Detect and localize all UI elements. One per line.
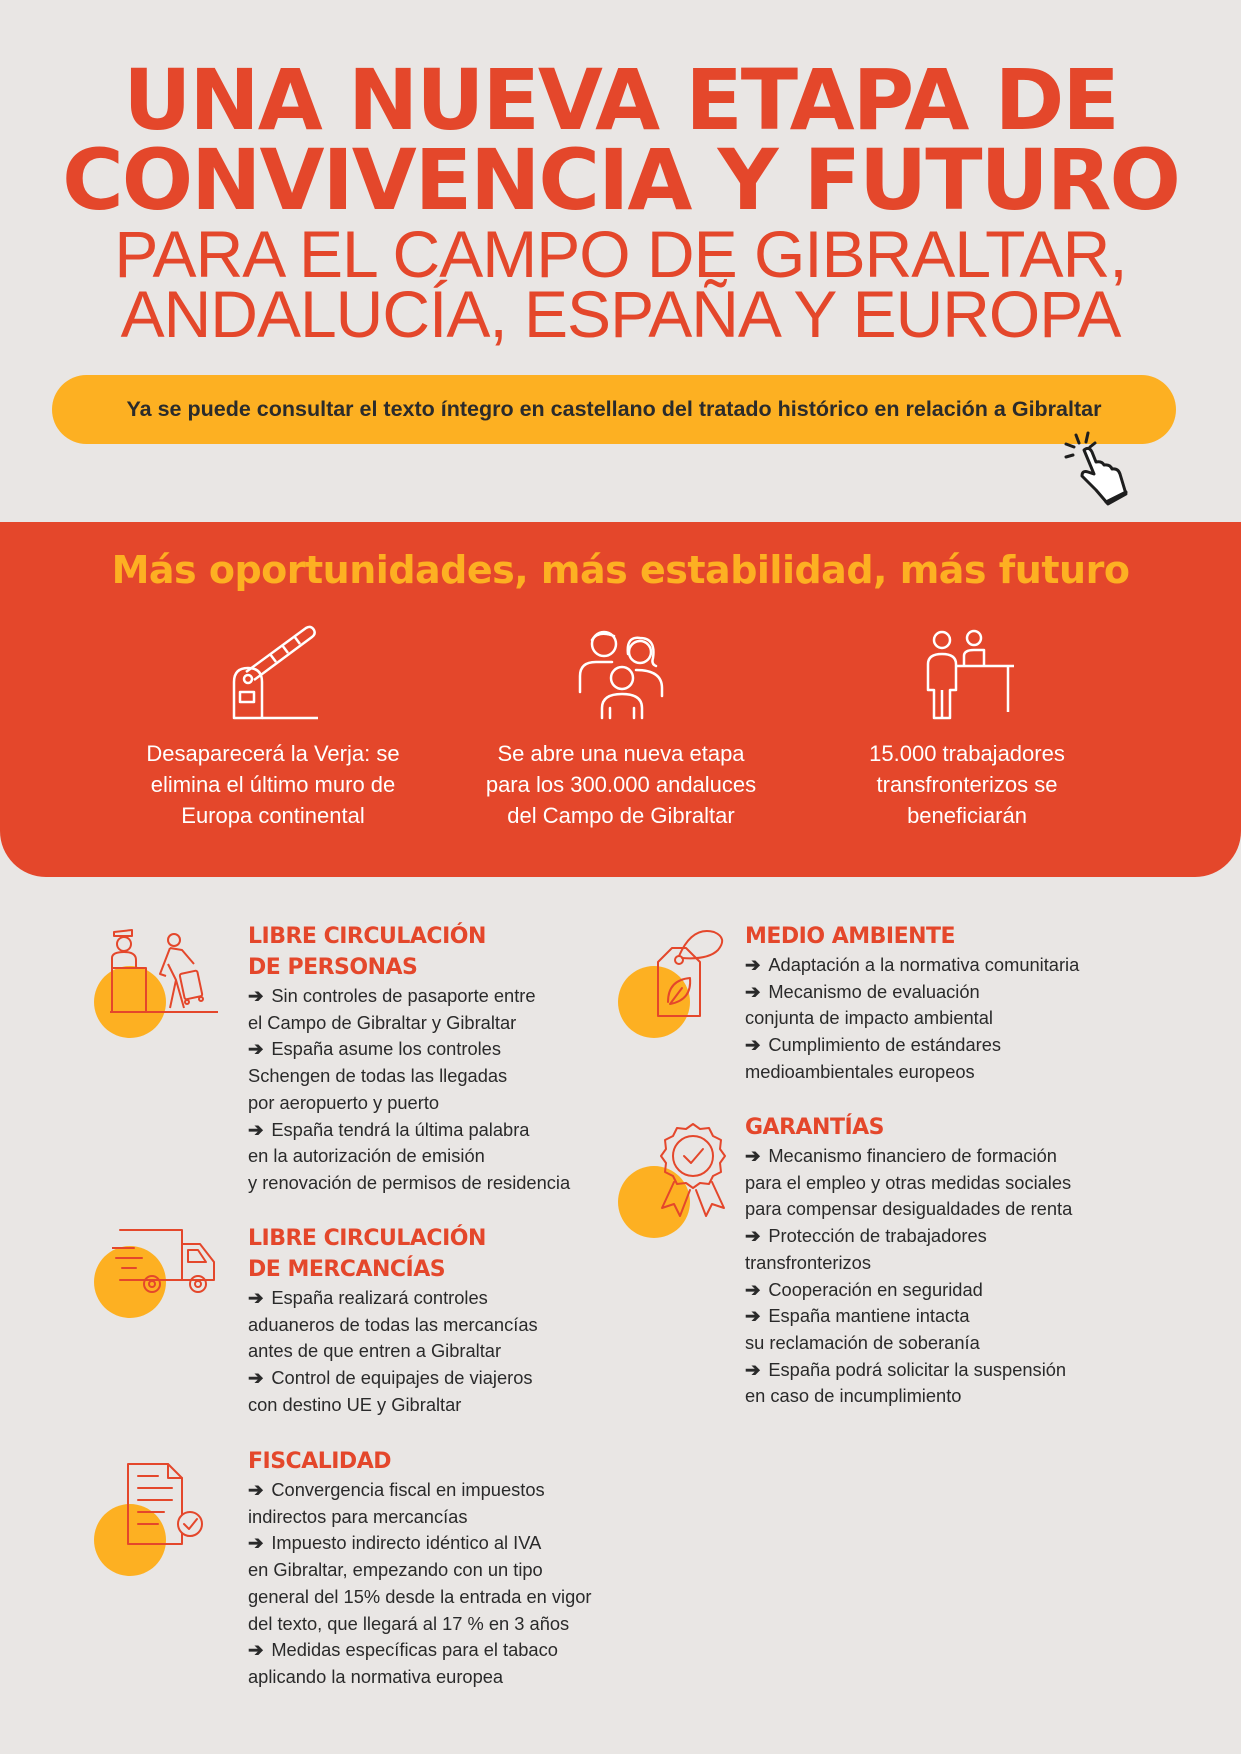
arrow-right-icon: ➔: [248, 1367, 264, 1389]
section-taxation-list: [248, 1477, 592, 1691]
section-guarantees-title: GARANTÍAS: [745, 1115, 885, 1140]
arrow-right-icon: ➔: [248, 1532, 264, 1554]
list-item: [248, 1090, 570, 1117]
list-item-text: Impuesto indirecto idéntico al IVA: [271, 1532, 542, 1554]
list-item: [248, 1504, 592, 1531]
arrow-right-icon: ➔: [745, 1145, 761, 1166]
section-people-list: [248, 983, 570, 1197]
feature-cross-border-workers: [807, 622, 1127, 831]
list-item: [745, 1357, 1072, 1384]
list-item-text: para el empleo y otras medidas sociales: [745, 1171, 1072, 1193]
feature-2-line-1: Se abre una nueva etapa: [497, 741, 745, 766]
headline-line-2: CONVIVENCIA Y FUTURO: [62, 131, 1179, 229]
list-item-text: y renovación de permisos de residencia: [248, 1171, 571, 1193]
section-taxation-title: FISCALIDAD: [248, 1449, 391, 1474]
barrier-gate-icon: [218, 622, 328, 722]
section-guarantees-list: [745, 1143, 1072, 1410]
list-item-text: del texto, que llegará al 17 % en 3 años: [248, 1612, 570, 1634]
section-environment-title: MEDIO AMBIENTE: [745, 924, 956, 949]
list-item: [248, 1285, 538, 1312]
list-item: [248, 1036, 570, 1063]
list-item-text: su reclamación de soberanía: [745, 1331, 980, 1353]
list-item: [745, 1032, 1079, 1059]
arrow-right-icon: ➔: [248, 1038, 264, 1060]
list-item-text: Cumplimiento de estándares: [768, 1034, 1002, 1056]
section-goods-list: [248, 1285, 538, 1419]
list-item: [745, 1223, 1072, 1250]
list-item: [745, 1005, 1079, 1032]
list-item: [248, 1477, 592, 1504]
arrow-right-icon: ➔: [248, 1118, 264, 1140]
feature-1-line-3: Europa continental: [181, 803, 365, 828]
list-item-text: general del 15% desde la entrada en vigor: [248, 1585, 592, 1607]
list-item-text: en Gibraltar, empezando con un tipo: [248, 1559, 543, 1581]
benefits-title: Más oportunidades, más estabilidad, más futuro: [111, 548, 1130, 592]
arrow-right-icon: ➔: [745, 954, 761, 975]
treaty-link-label: Ya se puede consultar el texto íntegro en castellano del tratado histórico en relación a Gibraltar: [126, 397, 1102, 421]
list-item-text: España podrá solicitar la suspensión: [768, 1358, 1067, 1380]
list-item-text: Convergencia fiscal en impuestos: [271, 1479, 545, 1500]
list-item: [745, 1383, 1072, 1410]
list-item: [745, 1277, 1072, 1304]
list-item-text: medioambientales europeos: [745, 1060, 975, 1082]
list-item-text: aplicando la normativa europea: [248, 1665, 504, 1687]
list-item: [745, 1330, 1072, 1357]
list-item: [745, 1196, 1072, 1223]
arrow-right-icon: ➔: [248, 985, 264, 1006]
family-icon: [566, 622, 676, 722]
list-item-text: transfronterizos: [745, 1251, 871, 1273]
list-item: [248, 1143, 570, 1170]
list-item: [248, 1338, 538, 1365]
section-people-title-2: DE PERSONAS: [248, 955, 418, 980]
list-item-text: para compensar desigualdades de renta: [745, 1198, 1073, 1220]
list-item-text: en caso de incumplimiento: [745, 1385, 962, 1407]
arrow-right-icon: ➔: [745, 1278, 761, 1300]
feature-border-wall: [113, 622, 433, 831]
arrow-right-icon: ➔: [745, 1358, 761, 1380]
treaty-text-link-button[interactable]: [52, 375, 1176, 444]
list-item-text: indirectos para mercancías: [248, 1505, 468, 1527]
list-item: [248, 1365, 538, 1392]
list-item-text: Schengen de todas las llegadas: [248, 1065, 508, 1087]
list-item-text: España realizará controles: [271, 1287, 488, 1308]
eco-tag-icon: [652, 926, 728, 1022]
list-item: [248, 1170, 570, 1197]
list-item: [248, 1637, 592, 1664]
list-item-text: Sin controles de pasaporte entre: [271, 985, 536, 1006]
arrow-right-icon: ➔: [745, 1305, 761, 1327]
list-item-text: el Campo de Gibraltar y Gibraltar: [248, 1011, 517, 1033]
list-item-text: aduaneros de todas las mercancías: [248, 1313, 538, 1335]
list-item-text: España tendrá la última palabra: [271, 1118, 530, 1140]
list-item: [248, 1584, 592, 1611]
list-item: [745, 952, 1079, 979]
feature-3-line-1: 15.000 trabajadores: [869, 741, 1065, 766]
list-item: [248, 1117, 570, 1144]
feature-2-line-2: para los 300.000 andaluces: [485, 772, 757, 797]
benefits-band: [0, 522, 1241, 877]
feature-new-stage: [461, 622, 781, 831]
arrow-right-icon: ➔: [248, 1479, 264, 1500]
arrow-right-icon: ➔: [745, 1225, 761, 1247]
list-item-text: Medidas específicas para el tabaco: [271, 1639, 558, 1661]
section-goods-title-1: LIBRE CIRCULACIÓN: [248, 1226, 486, 1251]
list-item: [745, 979, 1079, 1006]
subheadline-line-2: ANDALUCÍA, ESPAÑA Y EUROPA: [120, 277, 1121, 351]
certified-badge-icon: [650, 1120, 736, 1220]
list-item-text: Control de equipajes de viajeros: [271, 1367, 533, 1389]
list-item: [745, 1059, 1079, 1086]
list-item: [248, 1557, 592, 1584]
feature-3-line-2: transfronterizos se: [876, 772, 1058, 797]
arrow-right-icon: ➔: [745, 980, 761, 1002]
arrow-right-icon: ➔: [745, 1034, 761, 1056]
list-item-text: conjunta de impacto ambiental: [745, 1007, 993, 1029]
pointer-hand-icon: [1062, 428, 1142, 508]
list-item: [248, 1312, 538, 1339]
delivery-truck-icon: [112, 1228, 222, 1298]
feature-3-line-3: beneficiarán: [907, 803, 1027, 828]
workers-desk-icon: [912, 622, 1022, 722]
subheadline-line-1: PARA EL CAMPO DE GIBRALTAR,: [114, 217, 1127, 291]
page-header: [0, 51, 1241, 351]
list-item-text: por aeropuerto y puerto: [248, 1091, 440, 1113]
list-item-text: en la autorización de emisión: [248, 1145, 485, 1167]
section-goods-title-2: DE MERCANCÍAS: [248, 1257, 446, 1282]
section-people-title-1: LIBRE CIRCULACIÓN: [248, 924, 486, 949]
list-item: [745, 1143, 1072, 1170]
list-item: [248, 983, 570, 1010]
list-item: [248, 1392, 538, 1419]
arrow-right-icon: ➔: [248, 1639, 264, 1661]
list-item-text: antes de que entren a Gibraltar: [248, 1340, 502, 1362]
list-item: [745, 1170, 1072, 1197]
list-item: [248, 1063, 570, 1090]
feature-2-line-3: del Campo de Gibraltar: [507, 803, 735, 828]
arrow-right-icon: ➔: [248, 1287, 264, 1308]
feature-1-line-2: elimina el último muro de: [150, 772, 396, 797]
border-control-icon: [110, 928, 220, 1018]
document-check-icon: [124, 1462, 210, 1548]
list-item-text: Adaptación a la normativa comunitaria: [768, 954, 1080, 975]
list-item-text: Cooperación en seguridad: [768, 1278, 983, 1300]
list-item: [745, 1303, 1072, 1330]
list-item: [248, 1530, 592, 1557]
list-item: [248, 1664, 592, 1691]
list-item-text: España asume los controles: [271, 1038, 501, 1060]
list-item: [248, 1010, 570, 1037]
feature-1-line-1: Desaparecerá la Verja: se: [146, 741, 400, 766]
list-item-text: Mecanismo financiero de formación: [768, 1145, 1057, 1166]
section-environment-list: [745, 952, 1079, 1086]
list-item-text: Protección de trabajadores: [768, 1225, 987, 1247]
list-item-text: Mecanismo de evaluación: [768, 980, 980, 1002]
list-item-text: con destino UE y Gibraltar: [248, 1393, 462, 1415]
headline-line-1: UNA NUEVA ETAPA DE: [123, 51, 1118, 149]
list-item: [248, 1611, 592, 1638]
list-item: [745, 1250, 1072, 1277]
list-item-text: España mantiene intacta: [768, 1305, 970, 1327]
